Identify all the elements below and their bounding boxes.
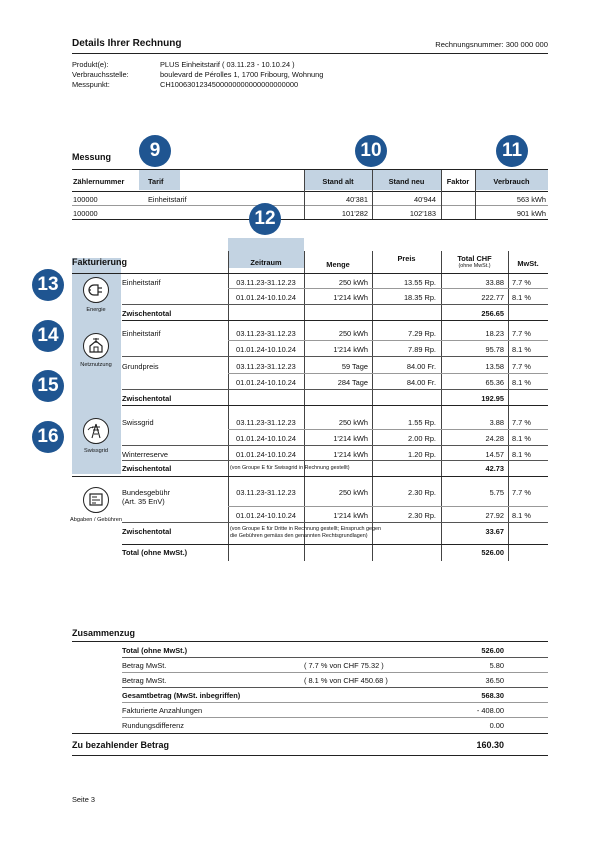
header-divider xyxy=(72,53,548,54)
row-rule xyxy=(122,702,548,703)
subtotal-value: 33.67 xyxy=(485,527,504,536)
amount-due-value: 160.30 xyxy=(476,740,504,750)
section-rule xyxy=(122,405,548,406)
list-item-qty: 250 kWh xyxy=(338,278,368,287)
list-item-period: 01.01.24-10.10.24 xyxy=(236,345,296,354)
row-rule xyxy=(228,288,548,289)
subtotal-label: Zwischentotal xyxy=(122,464,172,473)
meter-label: Messpunkt: xyxy=(72,80,110,89)
list-item-vat: 7.7 % xyxy=(512,362,531,371)
summary-note: ( 7.7 % von CHF 75.32 ) xyxy=(304,661,384,670)
list-item-qty: 1'214 kWh xyxy=(333,293,368,302)
subtotal-label: Zwischentotal xyxy=(122,309,172,318)
summary-note: ( 8.1 % von CHF 450.68 ) xyxy=(304,676,388,685)
row-rule xyxy=(228,506,548,507)
list-item-period: 03.11.23-31.12.23 xyxy=(236,418,296,427)
list-item-period: 03.11.23-31.12.23 xyxy=(236,362,296,371)
list-item-label: Swissgrid xyxy=(122,418,154,427)
list-item-total: 65.36 xyxy=(485,378,504,387)
list-item-period: 01.01.24-10.10.24 xyxy=(236,450,296,459)
list-item-label: Bundesgebühr xyxy=(122,488,171,497)
row-rule xyxy=(122,717,548,718)
energie-label: Energie xyxy=(86,307,106,313)
row-rule xyxy=(122,304,548,305)
badge-15: 15 xyxy=(32,370,64,402)
row-rule xyxy=(122,356,548,357)
subtotal-value: 42.73 xyxy=(485,464,504,473)
abgaben-label: Abgaben / Gebühren xyxy=(70,517,122,523)
list-item-total: 13.58 xyxy=(485,362,504,371)
old-col-header: Stand alt xyxy=(322,177,354,186)
list-item-total: 33.88 xyxy=(485,278,504,287)
price-col-header: Preis xyxy=(397,254,416,263)
badge-16: 16 xyxy=(32,421,64,453)
list-item-qty: 250 kWh xyxy=(338,418,368,427)
messung-row-rule xyxy=(72,205,548,206)
invoice-number: Rechnungsnummer: 300 000 000 xyxy=(435,40,548,49)
list-item-period: 01.01.24-10.10.24 xyxy=(236,511,296,520)
plug-icon xyxy=(83,277,109,303)
faktur-total-value: 526.00 xyxy=(481,548,504,557)
list-item-label-2: (Art. 35 EnV) xyxy=(122,497,165,506)
list-item-price: 13.55 Rp. xyxy=(403,278,436,287)
vat-col-header: MwSt. xyxy=(517,259,539,268)
list-item-total: 18.23 xyxy=(485,329,504,338)
list-item-period: 01.01.24-10.10.24 xyxy=(236,378,296,387)
messung-header-rule xyxy=(72,191,548,192)
list-item-period: 03.11.23-31.12.23 xyxy=(236,488,296,497)
faktur-header-rule xyxy=(72,273,548,274)
list-item-qty: 1'214 kWh xyxy=(333,434,368,443)
list-item-vat: 8.1 % xyxy=(512,293,531,302)
list-item-price: 2.30 Rp. xyxy=(408,511,436,520)
list-item-vat: 7.7 % xyxy=(512,418,531,427)
subtotal-value: 256.65 xyxy=(481,309,504,318)
list-item-period: 03.11.23-31.12.23 xyxy=(236,278,296,287)
section-rule xyxy=(122,544,548,545)
messung-title: Messung xyxy=(72,152,112,162)
tariff-col-header: Tarif xyxy=(148,177,164,186)
list-item-vat: 8.1 % xyxy=(512,450,531,459)
list-item-qty: 1'214 kWh xyxy=(333,450,368,459)
table-row-usage: 563 kWh xyxy=(516,195,546,204)
meter-value: CH1006301234500000000000000000000 xyxy=(160,80,299,89)
list-item-vat: 8.1 % xyxy=(512,345,531,354)
summary-value: 568.30 xyxy=(481,691,504,700)
summary-label: Fakturierte Anzahlungen xyxy=(122,706,203,715)
list-item-label: Winterreserve xyxy=(122,450,168,459)
table-row-old: 101'282 xyxy=(341,209,368,218)
list-item-qty: 250 kWh xyxy=(338,488,368,497)
row-rule xyxy=(122,460,548,461)
badge-13: 13 xyxy=(32,269,64,301)
usage-col-header: Verbrauch xyxy=(493,177,530,186)
site-value: boulevard de Pérolles 1, 1700 Fribourg, Wohnung xyxy=(160,70,324,79)
row-rule xyxy=(228,373,548,374)
list-item-total: 95.78 xyxy=(485,345,504,354)
summary-label: Rundungsdifferenz xyxy=(122,721,184,730)
list-item-price: 18.35 Rp. xyxy=(403,293,436,302)
list-item-price: 84.00 Fr. xyxy=(406,378,436,387)
list-item-price: 2.00 Rp. xyxy=(408,434,436,443)
subtotal-note: die Gebühren gemäss den genannten Rechtsgrundlagen) xyxy=(230,533,368,539)
list-item-total: 14.57 xyxy=(485,450,504,459)
pylon-icon xyxy=(83,418,109,444)
list-item-price: 7.89 Rp. xyxy=(408,345,436,354)
list-item-label: Grundpreis xyxy=(122,362,159,371)
list-item-label: Einheitstarif xyxy=(122,329,161,338)
list-item-period: 01.01.24-10.10.24 xyxy=(236,434,296,443)
row-rule xyxy=(228,429,548,430)
total-col-header: Total CHF xyxy=(457,254,492,263)
summary-label: Betrag MwSt. xyxy=(122,676,167,685)
row-rule xyxy=(122,657,548,658)
badge-12: 12 xyxy=(249,203,281,235)
subtotal-note: (von Groupe E für Swissgrid in Rechnung gestellt) xyxy=(230,465,350,471)
subtotal-label: Zwischentotal xyxy=(122,394,172,403)
list-item-price: 2.30 Rp. xyxy=(408,488,436,497)
summary-value: 5.80 xyxy=(489,661,504,670)
faktur-col-divider xyxy=(508,251,509,561)
row-rule xyxy=(122,687,548,688)
list-item-vat: 7.7 % xyxy=(512,488,531,497)
table-row-old: 40'381 xyxy=(346,195,368,204)
summary-value: 36.50 xyxy=(485,676,504,685)
list-item-qty: 284 Tage xyxy=(337,378,368,387)
meter-col-header: Zählernummer xyxy=(73,177,125,186)
list-item-price: 7.29 Rp. xyxy=(408,329,436,338)
list-item-qty: 1'214 kWh xyxy=(333,345,368,354)
list-item-vat: 8.1 % xyxy=(512,434,531,443)
subtotal-note: (von Groupe E für Dritte in Rechnung gestellt; Einspruch gegen xyxy=(230,526,382,532)
list-item-period: 01.01.24-10.10.24 xyxy=(236,293,296,302)
subtotal-value: 192.95 xyxy=(481,394,504,403)
summary-label: Gesamtbetrag (MwSt. inbegriffen) xyxy=(122,691,241,700)
list-item-period: 03.11.23-31.12.23 xyxy=(236,329,296,338)
site-label: Verbrauchsstelle: xyxy=(72,70,129,79)
list-item-total: 3.88 xyxy=(489,418,504,427)
subtotal-label: Zwischentotal xyxy=(122,527,172,536)
document-icon xyxy=(83,487,109,513)
summary-top-rule xyxy=(72,641,548,642)
list-item-qty: 59 Tage xyxy=(341,362,368,371)
zusammenzug-title: Zusammenzug xyxy=(72,628,136,638)
house-grid-icon xyxy=(83,333,109,359)
table-row-usage: 901 kWh xyxy=(516,209,546,218)
row-rule xyxy=(122,389,548,390)
badge-10: 10 xyxy=(355,135,387,167)
page-number: Seite 3 xyxy=(72,795,96,804)
product-label: Produkt(e): xyxy=(72,60,109,69)
netz-label: Netznutzung xyxy=(80,362,112,368)
row-rule xyxy=(122,522,548,523)
messung-top-rule xyxy=(72,169,548,170)
table-row-meter: 100000 xyxy=(73,195,98,204)
amount-due-label: Zu bezahlender Betrag xyxy=(72,740,170,750)
summary-label: Betrag MwSt. xyxy=(122,661,167,670)
factor-col-header: Faktor xyxy=(446,177,470,186)
page-title: Details Ihrer Rechnung xyxy=(72,38,182,49)
list-item-total: 5.75 xyxy=(489,488,504,497)
summary-label: Total (ohne MwSt.) xyxy=(122,646,188,655)
fakturierung-title: Fakturierung xyxy=(72,257,128,267)
messung-bottom-rule xyxy=(72,219,548,220)
table-row-tariff: Einheitstarif xyxy=(148,195,187,204)
list-item-total: 27.92 xyxy=(485,511,504,520)
table-row-meter: 100000 xyxy=(73,209,98,218)
faktur-total-label: Total (ohne MwSt.) xyxy=(122,548,188,557)
list-item-vat: 8.1 % xyxy=(512,511,531,520)
row-rule xyxy=(228,340,548,341)
summary-rule xyxy=(72,733,548,734)
summary-bottom-rule xyxy=(72,755,548,756)
section-rule xyxy=(122,320,548,321)
total-col-note: (ohne MwSt.) xyxy=(458,263,491,269)
list-item-qty: 250 kWh xyxy=(338,329,368,338)
list-item-vat: 7.7 % xyxy=(512,278,531,287)
period-col-header: Zeitraum xyxy=(250,258,282,267)
table-row-new: 102'183 xyxy=(409,209,436,218)
row-rule xyxy=(122,445,548,446)
list-item-price: 84.00 Fr. xyxy=(406,362,436,371)
summary-value: - 408.00 xyxy=(476,706,504,715)
new-col-header: Stand neu xyxy=(388,177,425,186)
qty-col-header: Menge xyxy=(326,260,350,269)
list-item-total: 222.77 xyxy=(481,293,504,302)
badge-14: 14 xyxy=(32,320,64,352)
product-value: PLUS Einheitstarif ( 03.11.23 - 10.10.24 ) xyxy=(160,60,295,69)
list-item-price: 1.20 Rp. xyxy=(408,450,436,459)
list-item-label: Einheitstarif xyxy=(122,278,161,287)
list-item-total: 24.28 xyxy=(485,434,504,443)
list-item-price: 1.55 Rp. xyxy=(408,418,436,427)
list-item-vat: 8.1 % xyxy=(512,378,531,387)
badge-11: 11 xyxy=(496,135,528,167)
summary-value: 0.00 xyxy=(489,721,504,730)
table-row-new: 40'944 xyxy=(414,195,436,204)
summary-value: 526.00 xyxy=(481,646,504,655)
list-item-vat: 7.7 % xyxy=(512,329,531,338)
section-rule xyxy=(72,476,548,477)
badge-9: 9 xyxy=(139,135,171,167)
list-item-qty: 1'214 kWh xyxy=(333,511,368,520)
row-rule xyxy=(122,672,548,673)
swissgrid-label: Swissgrid xyxy=(84,448,108,454)
